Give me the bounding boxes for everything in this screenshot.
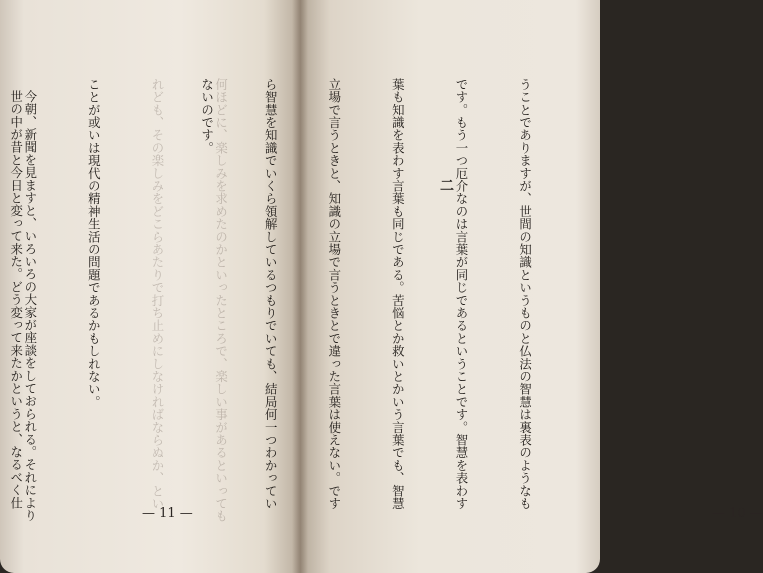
text-column: ことが或いは現代の精神生活の問題であるかもしれない。 xyxy=(86,78,102,409)
text-column: 今朝、新聞を見ますと、いろいろの大家が座談をしておられる。それにより xyxy=(22,90,38,523)
text-column: 立場で言うときと、知識の立場で言うときとで違った言葉は使えない。です xyxy=(326,78,342,510)
text-column: ないのです。 xyxy=(199,78,215,155)
text-column: です。もう一つ厄介なのは言葉が同じであるということです。智慧を表わす xyxy=(453,78,469,510)
section-heading-spacer xyxy=(133,78,154,478)
page-number-right: — 10 — xyxy=(712,506,763,521)
text-column: 何ほどに、楽しみを求めたのかといったところで、楽しい事があるといっても xyxy=(213,78,229,523)
section-heading-spacer xyxy=(69,78,90,478)
text-column: うことでありますが、世間の知識というものと仏法の智慧は裏表のようなも xyxy=(517,78,533,510)
text-column: れども、その楽しみをどこらあたりで打ち止めにしなければならぬか、とい xyxy=(149,78,165,510)
text-column: ら智慧を知識でいくら領解しているつもりでいても、結局何一つわかってい xyxy=(263,78,279,510)
text-column: 葉も知識を表わす言葉も同じである。苦悩とか救いとかいう言葉でも、智慧 xyxy=(390,78,406,510)
page-number-left: — 11 — xyxy=(142,506,193,521)
book-gutter xyxy=(292,0,308,573)
text-column: 世の中が昔と今日と変って来た。どう変って来たかというと、なるべく仕 xyxy=(8,90,24,510)
section-heading: 二 xyxy=(438,178,454,192)
